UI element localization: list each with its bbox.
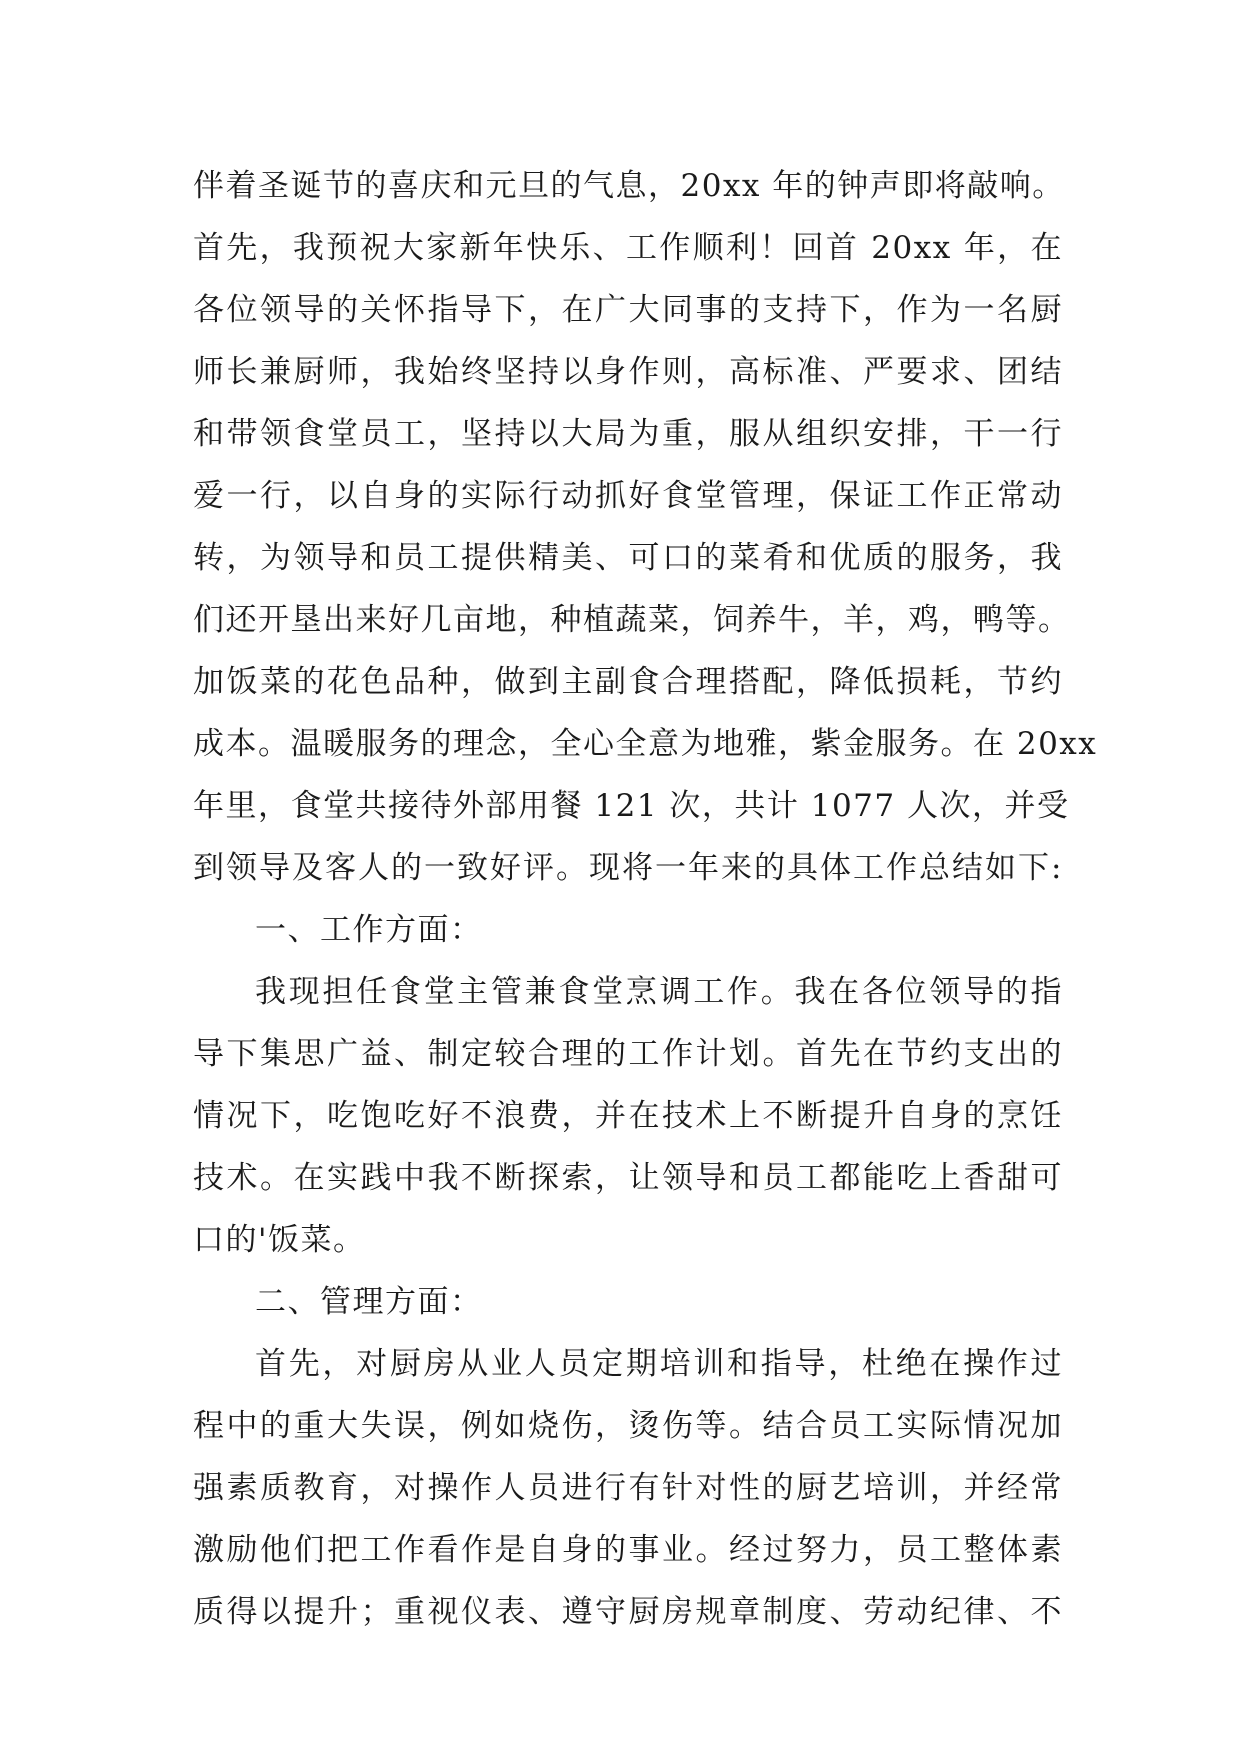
paragraph-line: 和带领食堂员工，坚持以大局为重，服从组织安排，干一行: [193, 416, 1063, 452]
paragraph-line: 导下集思广益、制定较合理的工作计划。首先在节约支出的: [193, 1036, 1063, 1072]
paragraph-line: 首先，对厨房从业人员定期培训和指导，杜绝在操作过: [255, 1346, 1063, 1382]
paragraph-line: 年里，食堂共接待外部用餐 121 次，共计 1077 人次，并受: [193, 788, 1070, 824]
paragraph-line: 各位领导的关怀指导下，在广大同事的支持下，作为一名厨: [193, 292, 1063, 328]
paragraph-line: 们还开垦出来好几亩地，种植蔬菜，饲养牛，羊，鸡，鸭等。: [193, 602, 1071, 638]
paragraph-line: 成本。温暖服务的理念，全心全意为地雅，紫金服务。在 20xx: [193, 726, 1098, 762]
paragraph-line: 爱一行，以自身的实际行动抓好食堂管理，保证工作正常动: [193, 478, 1063, 514]
paragraph-line: 激励他们把工作看作是自身的事业。经过努力，员工整体素: [193, 1532, 1063, 1568]
paragraph-line: 我现担任食堂主管兼食堂烹调工作。我在各位领导的指: [255, 974, 1063, 1010]
paragraph-line: 技术。在实践中我不断探索，让领导和员工都能吃上香甜可: [193, 1160, 1063, 1196]
document-body: [193, 155, 1098, 1643]
section-heading-management: 二、管理方面：: [255, 1284, 483, 1320]
paragraph-line: 程中的重大失误，例如烧伤，烫伤等。结合员工实际情况加: [193, 1408, 1063, 1444]
section-heading-work: 一、工作方面：: [255, 912, 483, 948]
paragraph-line: 口的'饭菜。: [193, 1222, 366, 1258]
paragraph-line: 质得以提升；重视仪表、遵守厨房规章制度、劳动纪律、不: [193, 1594, 1063, 1630]
paragraph-line: 强素质教育，对操作人员进行有针对性的厨艺培训，并经常: [193, 1470, 1063, 1506]
paragraph-line: 转，为领导和员工提供精美、可口的菜肴和优质的服务，我: [193, 540, 1063, 576]
paragraph-line: 伴着圣诞节的喜庆和元旦的气息，20xx 年的钟声即将敲响。: [193, 168, 1065, 204]
paragraph-line: 情况下，吃饱吃好不浪费，并在技术上不断提升自身的烹饪: [193, 1098, 1063, 1134]
paragraph-line: 师长兼厨师，我始终坚持以身作则，高标准、严要求、团结: [193, 354, 1063, 390]
paragraph-line: 加饭菜的花色品种，做到主副食合理搭配，降低损耗，节约: [193, 664, 1063, 700]
paragraph-line: 首先，我预祝大家新年快乐、工作顺利！回首 20xx 年，在: [193, 230, 1063, 266]
paragraph-line: 到领导及客人的一致好评。现将一年来的具体工作总结如下:: [193, 850, 1063, 886]
